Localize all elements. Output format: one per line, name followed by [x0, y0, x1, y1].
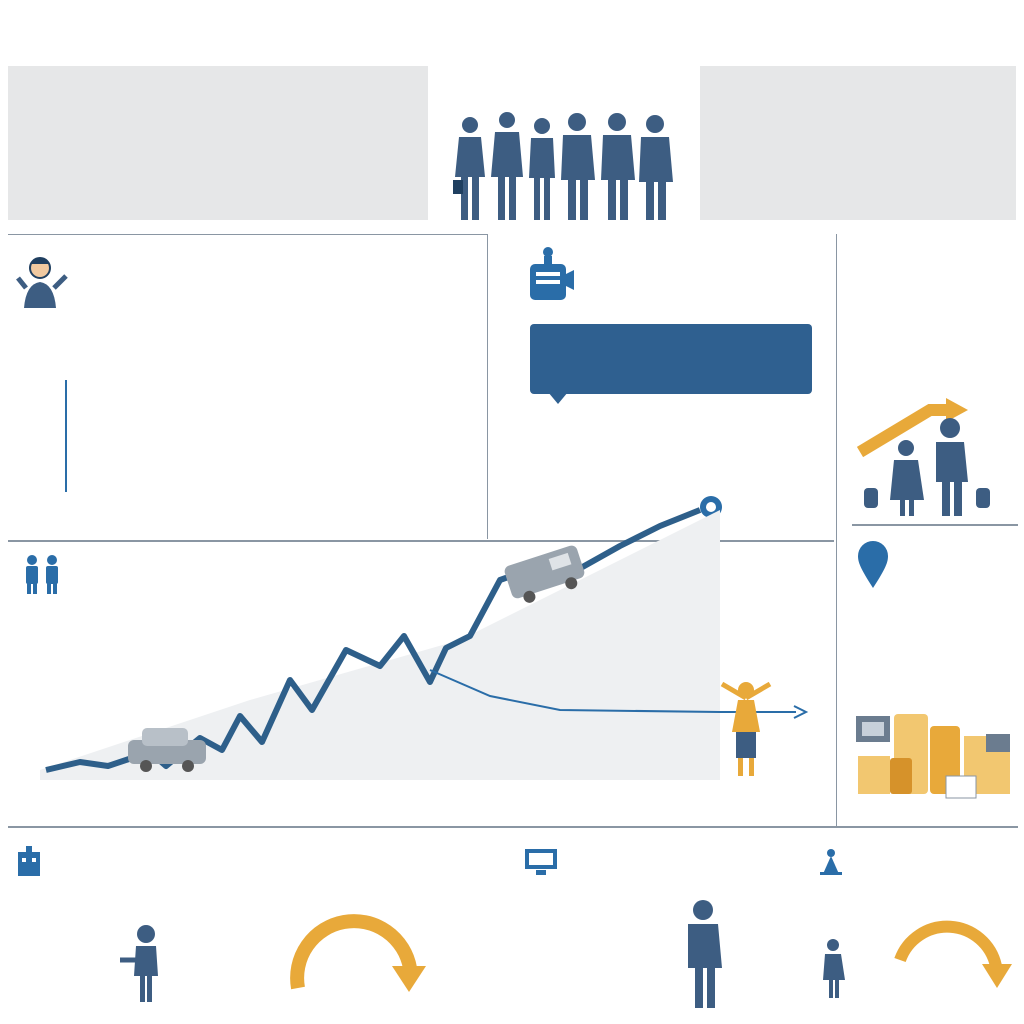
man-icon	[680, 900, 726, 1010]
people-group-icon	[445, 110, 685, 225]
map-pin-icon	[856, 540, 890, 590]
intro-panel	[8, 66, 428, 220]
mid-banner-tail	[548, 392, 568, 404]
stats-panel	[700, 66, 1016, 220]
person-small-icon	[820, 848, 842, 876]
monitor-icon	[524, 848, 558, 876]
pointing-person-icon	[118, 924, 168, 1004]
person-icon	[14, 252, 74, 312]
celebrating-person-icon	[722, 682, 770, 776]
family-growth-icon	[850, 392, 1020, 517]
bottom-divider	[8, 826, 1018, 828]
cycle-arrow-icon	[284, 900, 434, 1010]
small-people-icon	[818, 938, 848, 998]
boxes-icon	[854, 712, 1014, 804]
mid-banner	[530, 324, 812, 394]
building-icon	[16, 846, 42, 876]
right-divider	[852, 524, 1018, 526]
trend-chart	[0, 470, 840, 800]
arc-arrow-icon	[880, 900, 1020, 1010]
camera-icon	[524, 244, 576, 304]
